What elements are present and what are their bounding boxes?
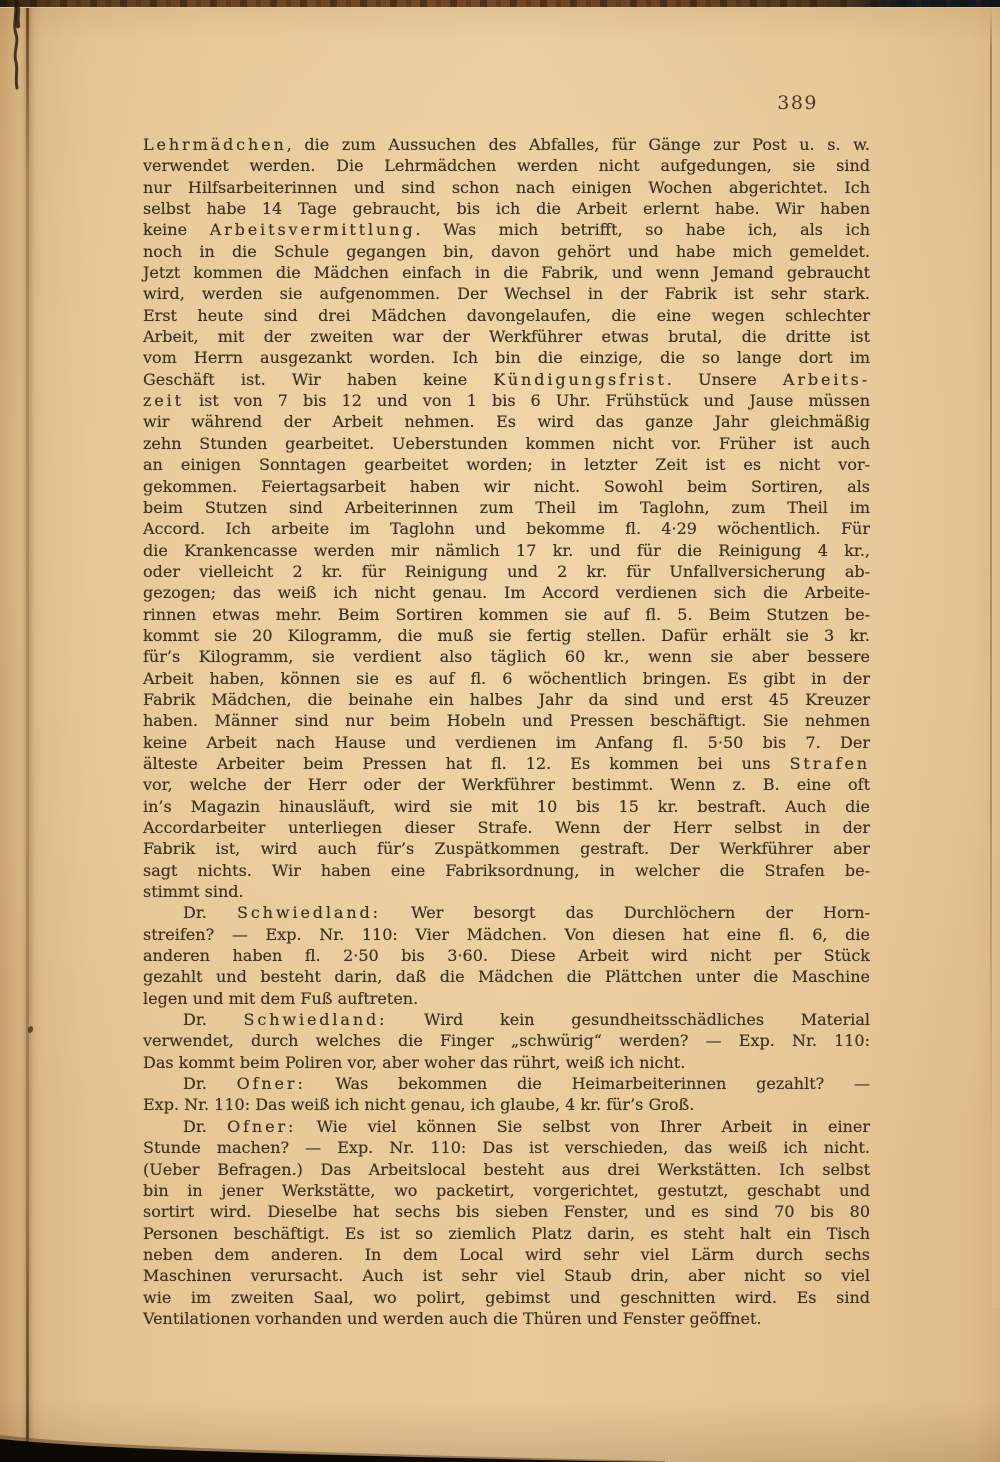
page-text-block (143, 134, 870, 1329)
text-line: selbst habe 14 Tage gebraucht, bis ich die Arbeit erlernt habe. Wir haben (143, 199, 870, 219)
text-line: wird, werden sie aufgenommen. Der Wechsel in der Fabrik ist sehr stark. (143, 284, 870, 304)
text-line: bin in jener Werkstätte, wo packetirt, vorgerichtet, gestutzt, geschabt und (143, 1180, 870, 1200)
text-line: nur Hilfsarbeiterinnen und sind schon nach einigen Wochen abgerichtet. Ich (143, 177, 870, 197)
text-line: Jetzt kommen die Mädchen einfach in die Fabrik, und wenn Jemand gebraucht (143, 263, 870, 283)
text-line: stimmt sind. (143, 882, 244, 902)
text-line: Ventilationen vorhanden und werden auch die Thüren und Fenster geöffnet. (143, 1308, 762, 1328)
scan-bottom-shadow (0, 1432, 1000, 1462)
text-line: anderen haben fl. 2·50 bis 3·60. Diese Arbeit wird nicht per Stück (143, 946, 870, 966)
page-right-edge-line (990, 8, 992, 1158)
text-line: Arbeit haben, können sie es auf fl. 6 wöchentlich bringen. Es gibt in der (143, 668, 870, 688)
text-line: beim Stutzen sind Arbeiterinnen zum Theil im Taglohn, zum Theil im (143, 497, 870, 517)
text-line: Dr. Ofner: Wie viel können Sie selbst von Ihrer Arbeit in einer (183, 1116, 871, 1136)
text-line: an einigen Sonntagen gearbeitet worden; in letzter Zeit ist es nicht vor- (143, 455, 870, 475)
text-line: Accordarbeiter unterliegen dieser Strafe. Wenn der Herr selbst in der (143, 818, 870, 837)
text-line: gekommen. Feiertagsarbeit haben wir nicht. Sowohl beim Sortiren, als (143, 476, 870, 496)
text-line: Dr. Schwiedland: Wird kein gesundheitsschädliches Material (183, 1010, 870, 1030)
text-line: Fabrik ist, wird auch für’s Zuspätkommen gestraft. Der Werkführer aber (143, 839, 870, 859)
text-line: die Krankencasse werden mir nämlich 17 kr. und für die Reinigung 4 kr., (143, 540, 870, 560)
text-line: verwendet werden. Die Lehrmädchen werden nicht aufgedungen, sie sind (143, 156, 870, 176)
book-top-edge (0, 0, 1000, 8)
text-line: Erst heute sind drei Mädchen davongelaufen, die eine wegen schlechter (143, 305, 870, 325)
text-line: (Ueber Befragen.) Das Arbeitslocal besteht aus drei Werkstätten. Ich selbst (143, 1159, 870, 1179)
gutter-crease (26, 0, 29, 1462)
page-number: 389 (777, 92, 818, 114)
text-line: älteste Arbeiter beim Pressen hat fl. 12. Es kommen bei uns Strafen (143, 753, 870, 773)
text-line: Fabrik Mädchen, die beinahe ein halbes Jahr da sind und erst 45 Kreuzer (143, 689, 870, 709)
text-line: Personen beschäftigt. Es ist so ziemlich Platz darin, es steht halt ein Tisch (143, 1223, 870, 1243)
text-line: noch in die Schule gegangen bin, davon gehört und habe mich gemeldet. (143, 241, 870, 261)
text-line: streifen? — Exp. Nr. 110: Vier Mädchen. Von diesen hat eine fl. 6, die (143, 924, 870, 944)
text-line: neben dem anderen. In dem Local wird sehr viel Lärm durch sechs (143, 1244, 870, 1264)
text-line: kommt sie 20 Kilogramm, die muß sie fertig stellen. Dafür erhält sie 3 kr. (143, 625, 870, 645)
text-line: Dr. Ofner: Was bekommen die Heimarbeiterinnen gezahlt? — (183, 1074, 871, 1094)
text-line: Dr. Schwiedland: Wer besorgt das Durchlöchern der Horn- (183, 903, 870, 923)
text-line: zehn Stunden gearbeitet. Ueberstunden kommen nicht vor. Früher ist auch (143, 433, 870, 453)
text-line: zeit ist von 7 bis 12 und von 1 bis 6 Uhr. Frühstück und Jause müssen (143, 391, 870, 411)
text-line: verwendet, durch welches die Finger „schwürig“ werden? — Exp. Nr. 110: (143, 1031, 870, 1051)
text-line: Maschinen verursacht. Auch ist sehr viel Staub drin, aber nicht so viel (143, 1266, 870, 1286)
text-line: sagt nichts. Wir haben eine Fabriksordnung, in welcher die Strafen be- (143, 860, 870, 880)
text-line: legen und mit dem Fuß auftreten. (143, 988, 419, 1008)
text-line: Lehrmädchen, die zum Aussuchen des Abfalles, für Gänge zur Post u. s. w. (143, 135, 870, 154)
text-line: sortirt wird. Dieselbe hat sechs bis sieben Fenster, und es sind 70 bis 80 (143, 1202, 870, 1222)
text-line: oder vielleicht 2 kr. für Reinigung und 2 kr. für Unfallversicherung ab- (143, 561, 870, 581)
text-line: keine Arbeitsvermittlung. Was mich betrifft, so habe ich, als ich (143, 220, 870, 240)
text-line: keine Arbeit nach Hause und verdienen im Anfang fl. 5·50 bis 7. Der (143, 732, 870, 752)
text-line: haben. Männer sind nur beim Hobeln und Pressen beschäftigt. Sie nehmen (143, 711, 870, 731)
text-line: Geschäft ist. Wir haben keine Kündigungsfrist. Unsere Arbeits- (143, 369, 871, 389)
text-line: gezogen; das weiß ich nicht genau. Im Accord verdienen sich die Arbeite- (143, 583, 870, 603)
paper-fiber-mark (4, 0, 30, 100)
text-line: vom Herrn ausgezankt worden. Ich bin die einzige, die so lange dort im (143, 348, 870, 368)
text-line: rinnen etwas mehr. Beim Sortiren kommen sie auf fl. 5. Beim Stutzen be- (143, 604, 870, 624)
text-line: Exp. Nr. 110: Das weiß ich nicht genau, ich glaube, 4 kr. für’s Groß. (143, 1095, 695, 1115)
text-line: für’s Kilogramm, sie verdient also täglich 60 kr., wenn sie aber bessere (143, 647, 870, 667)
text-line: wie im zweiten Saal, wo polirt, gebimst und geschnitten wird. Es sind (143, 1287, 870, 1307)
text-line: in’s Magazin hinausläuft, wird sie mit 10 bis 15 kr. bestraft. Auch die (143, 796, 870, 816)
text-line: Das kommt beim Poliren vor, aber woher das rührt, weiß ich nicht. (143, 1052, 686, 1072)
text-line: Accord. Ich arbeite im Taglohn und bekomme fl. 4·29 wöchentlich. Für (143, 519, 870, 539)
text-line: wir während der Arbeit nehmen. Es wird das ganze Jahr gleichmäßig (143, 412, 870, 432)
page-right-edge-strip (992, 8, 1000, 1308)
text-line: Arbeit, mit der zweiten war der Werkführer etwas brutal, die dritte ist (143, 327, 870, 347)
text-line: Stunde machen? — Exp. Nr. 110: Das ist verschieden, das weiß ich nicht. (143, 1138, 870, 1158)
text-line: vor, welche der Herr oder der Werkführer bestimmt. Wenn z. B. eine oft (143, 775, 870, 795)
paper-speck (27, 1025, 34, 1033)
text-line: gezahlt und besteht darin, daß die Mädchen die Plättchen unter die Maschine (143, 967, 870, 987)
